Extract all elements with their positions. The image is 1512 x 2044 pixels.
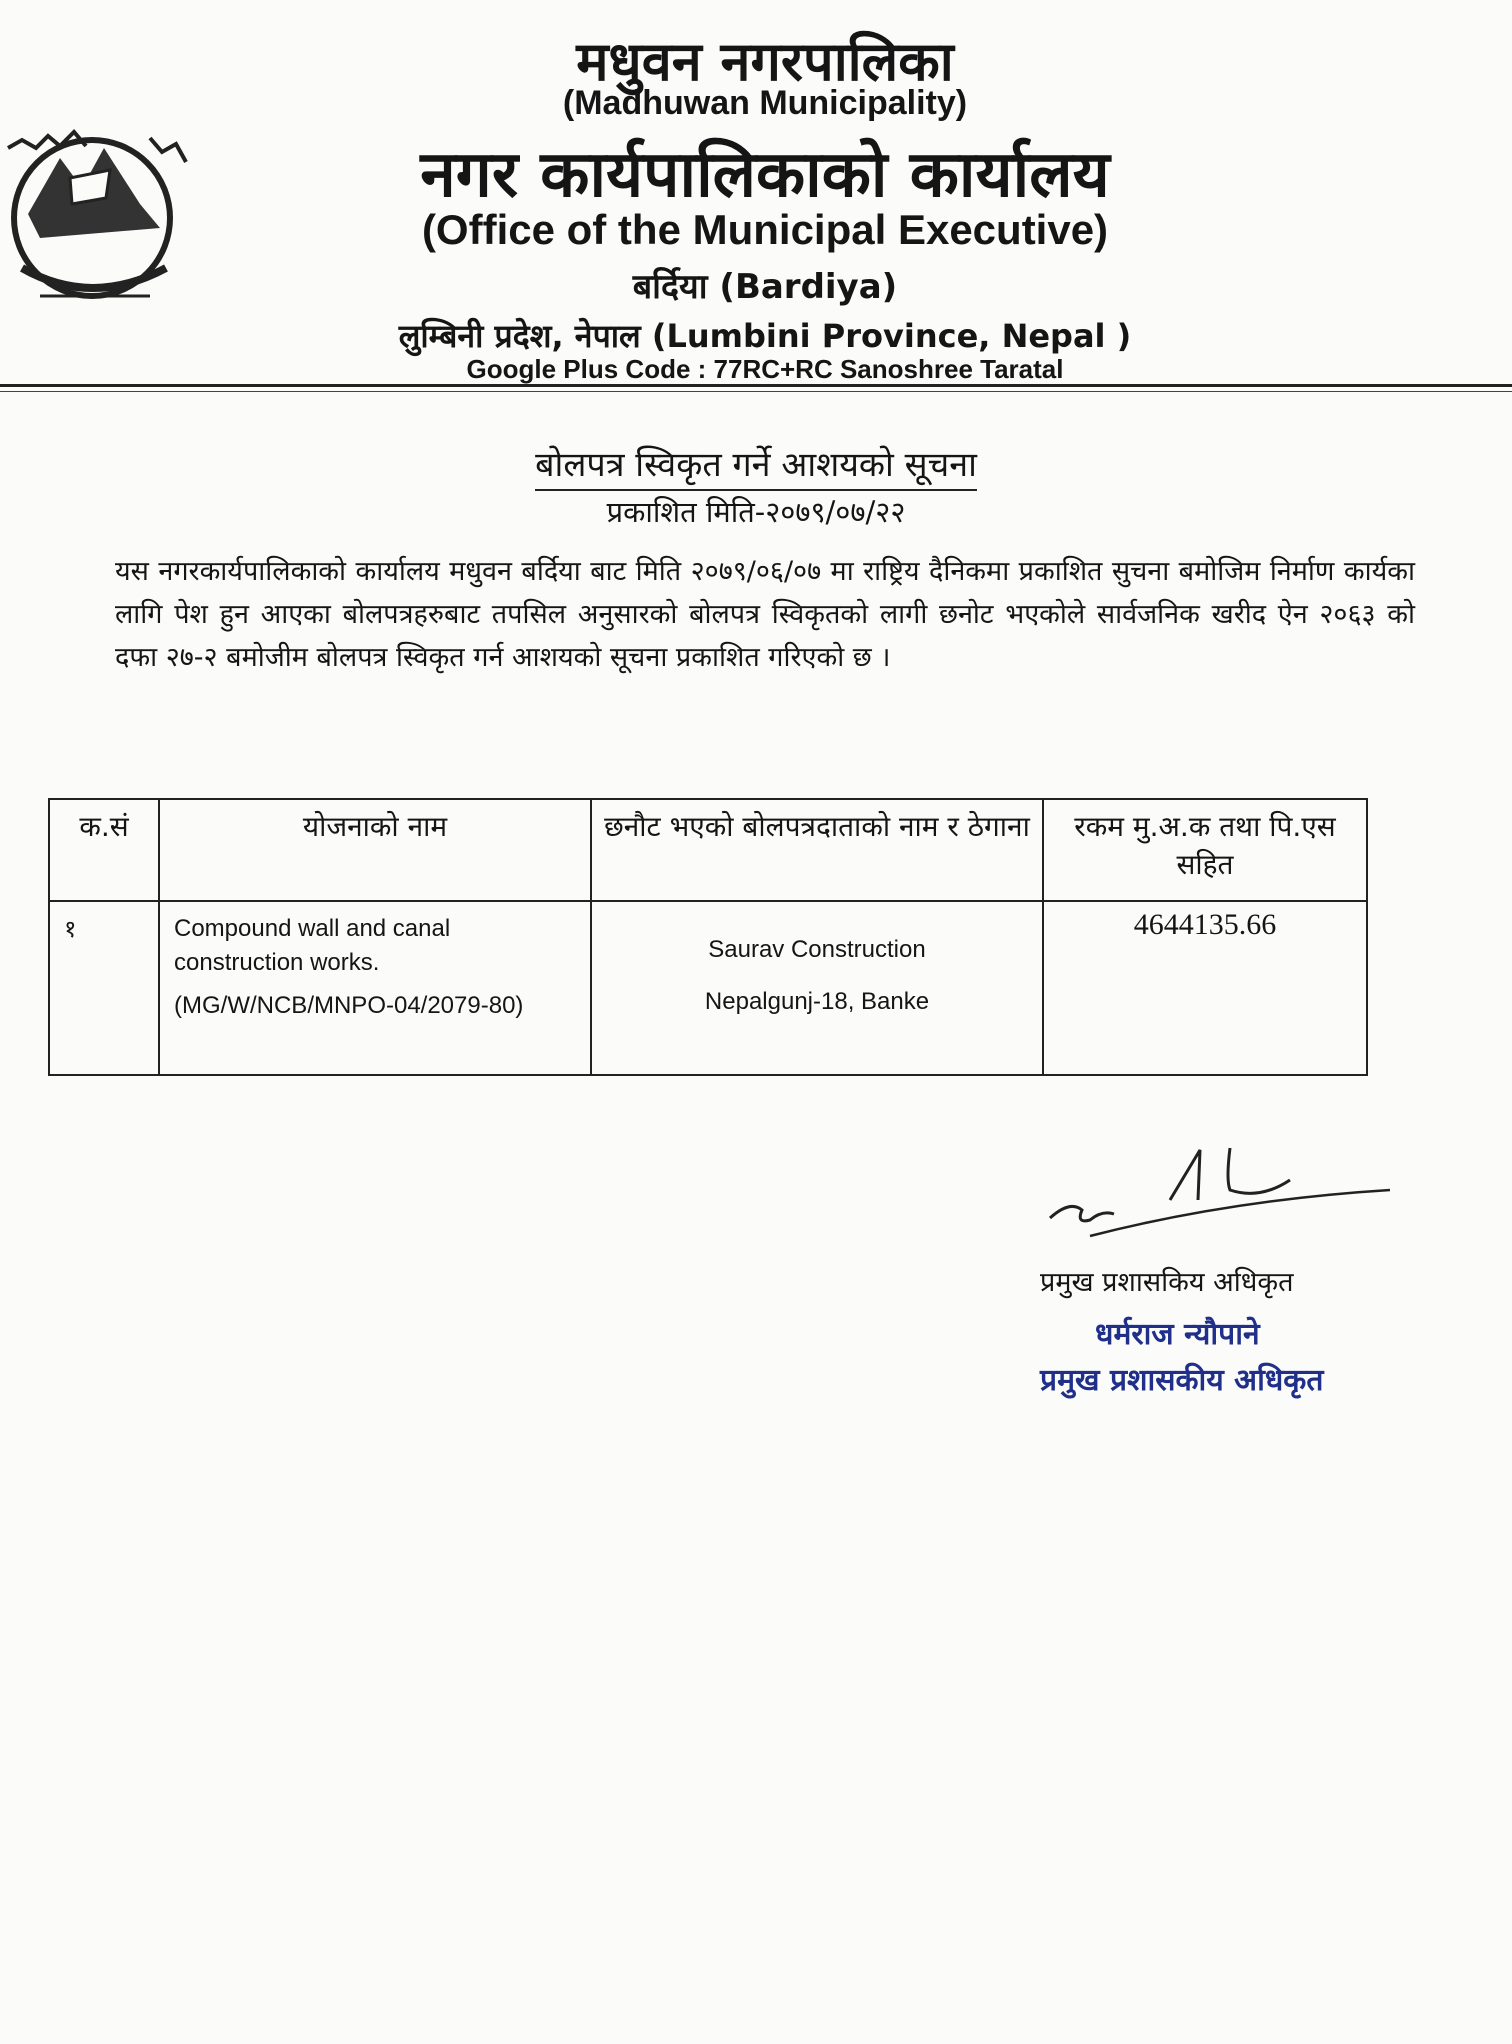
municipality-name-en: (Madhuwan Municipality) <box>562 84 968 122</box>
letterhead-divider-thin <box>0 391 1512 392</box>
bidder-name: Saurav Construction <box>708 936 926 963</box>
project-code: (MG/W/NCB/MNPO-04/2079-80) <box>174 992 524 1019</box>
plus-code-line: Google Plus Code : 77RC+RC Sanoshree Taratal <box>466 354 1064 384</box>
province-line: लुम्बिनी प्रदेश, नेपाल (Lumbini Province, Nepal ) <box>398 317 1132 355</box>
bidder-address: Nepalgunj-18, Banke <box>704 988 930 1015</box>
signatory-title: प्रमुख प्रशासकिय अधिकृत <box>1040 1267 1294 1298</box>
header-serial: क.सं <box>49 799 159 901</box>
office-name-np: नगर कार्यपालिकाको कार्यालय <box>420 138 1110 212</box>
municipality-name-np: मधुवन नगरपालिका <box>576 30 954 93</box>
header-project-name: योजनाको नाम <box>159 799 591 901</box>
project-name-line1: Compound wall and canal <box>174 915 451 942</box>
stamp-position: प्रमुख प्रशासकीय अधिकृत <box>1040 1363 1324 1398</box>
table-row <box>49 901 1367 1075</box>
notice-body: यस नगरकार्यपालिकाको कार्यालय मधुवन बर्दिया बाट मिति २०७९/०६/०७ मा राष्ट्रिय दैनिकमा प्रकाशित सुचना बमोजिम निर्माण कार्यका लागि पेश हुन आएका बोलपत्रहरुबाट तपसिल अनुसारको बोलपत्र स्विकृतको लागी छनोट भएकोले सार्वजनिक खरीद ऐन २०६३ को दफा २७-२ बमोजीम बोलपत्र स्विकृत गर्न आशयको सूचना प्रकाशित गरिएको छ । <box>115 556 1415 673</box>
district-name: बर्दिया (Bardiya) <box>632 267 898 307</box>
header-amount: रकम मु.अ.क तथा पि.एस सहित <box>1043 799 1367 901</box>
project-name-line2: construction works. <box>174 949 380 976</box>
notice-title-text: बोलपत्र स्विकृत गर्ने आशयको सूचना <box>535 445 977 491</box>
office-name-en: (Office of the Municipal Executive) <box>421 206 1109 253</box>
row-amount: 4644135.66 <box>1043 901 1367 1075</box>
letterhead-divider <box>0 384 1512 387</box>
bid-table <box>48 798 1368 1076</box>
row-serial: १ <box>49 901 159 1075</box>
stamp-name: धर्मराज न्यौपाने <box>1095 1317 1260 1352</box>
handwritten-signature <box>1030 1140 1410 1250</box>
nepal-emblem-icon <box>0 118 200 318</box>
row-project <box>159 901 591 1075</box>
table-header-row <box>49 799 1367 901</box>
row-bidder <box>591 901 1043 1075</box>
notice-title <box>0 440 1512 486</box>
header-bidder: छनौट भएको बोलपत्रदाताको नाम र ठेगाना <box>591 799 1043 901</box>
published-date: प्रकाशित मिति-२०७९/०७/२२ <box>606 495 906 529</box>
